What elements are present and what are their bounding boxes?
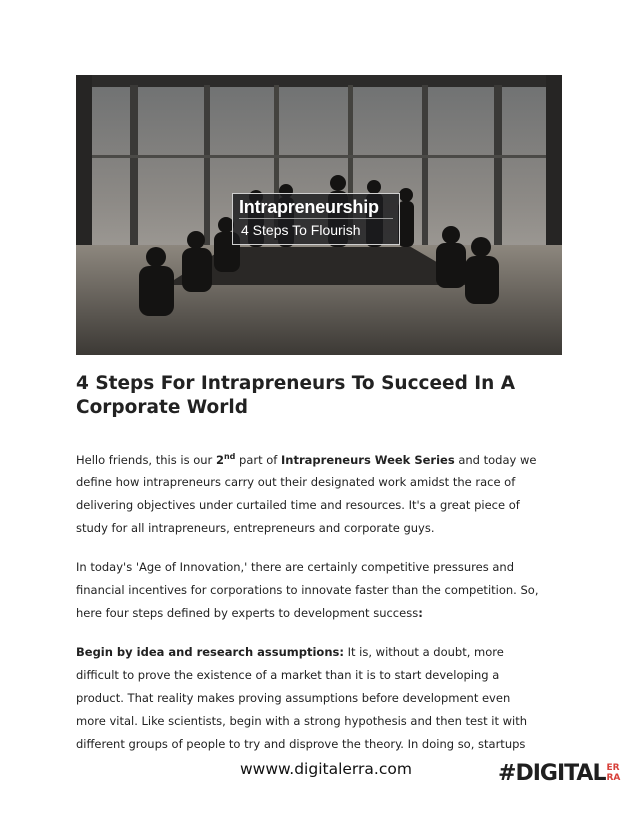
p3-line-1 [76,645,504,659]
banner-divider [239,218,393,219]
p1-l1-mid: part of [235,452,282,467]
logo-er-top: ER [606,763,620,773]
logo-er [606,763,620,783]
p3-l1-post: It is, without a doubt, more [343,645,504,659]
banner-title: Intrapreneurship [239,197,379,217]
p2-line-3 [76,606,423,620]
footer-url: wwww.digitalerra.com [240,760,412,778]
p1-line-3: delivering objectives under curtailed time and resources. It's a great piece of [76,498,520,512]
p3-line-4: more vital. Like scientists, begin with a strong hypothesis and then test it with [76,714,528,728]
digitalerra-logo [498,760,620,786]
p2-line-1: In today's 'Age of Innovation,' there are certainly competitive pressures and [76,560,514,574]
p1-l1-num: 2 [215,452,224,467]
p1-line-2: define how intrapreneurs carry out their designated work amidst the race of [76,475,516,489]
p1-l1-bold: Intrapreneurs Week Series [281,452,455,467]
logo-word: DIGITAL [515,760,606,786]
banner-subtitle: 4 Steps To Flourish [241,222,361,238]
article-title: 4 Steps For Intrapreneurs To Succeed In A Corporate World [76,373,516,418]
p1-line-1 [76,452,536,467]
p3-line-3: product. That reality makes proving assumptions before development even [76,691,511,705]
p2-line-2: financial incentives for corporations to innovate faster than the competition. So, [76,583,539,597]
p3-line-5: different groups of people to try and disprove the theory. In doing so, startups [76,737,526,751]
p1-l1-sup: nd [223,452,236,461]
logo-er-bottom: RA [606,773,621,783]
p2-l3-colon: : [418,606,423,620]
logo-hash: # [498,760,516,786]
p3-line-2: difficult to prove the existence of a market than it is to start developing a [76,668,500,682]
hero-banner [232,193,400,245]
p1-line-4: study for all intrapreneurs, entrepreneurs and corporate guys. [76,521,435,535]
p2-l3-text: here four steps defined by experts to development success [76,606,419,620]
p1-l1-pre: Hello friends, this is our [76,452,216,467]
p1-l1-post: and today we [454,452,537,467]
p3-l1-bold: Begin by idea and research assumptions: [76,645,344,659]
